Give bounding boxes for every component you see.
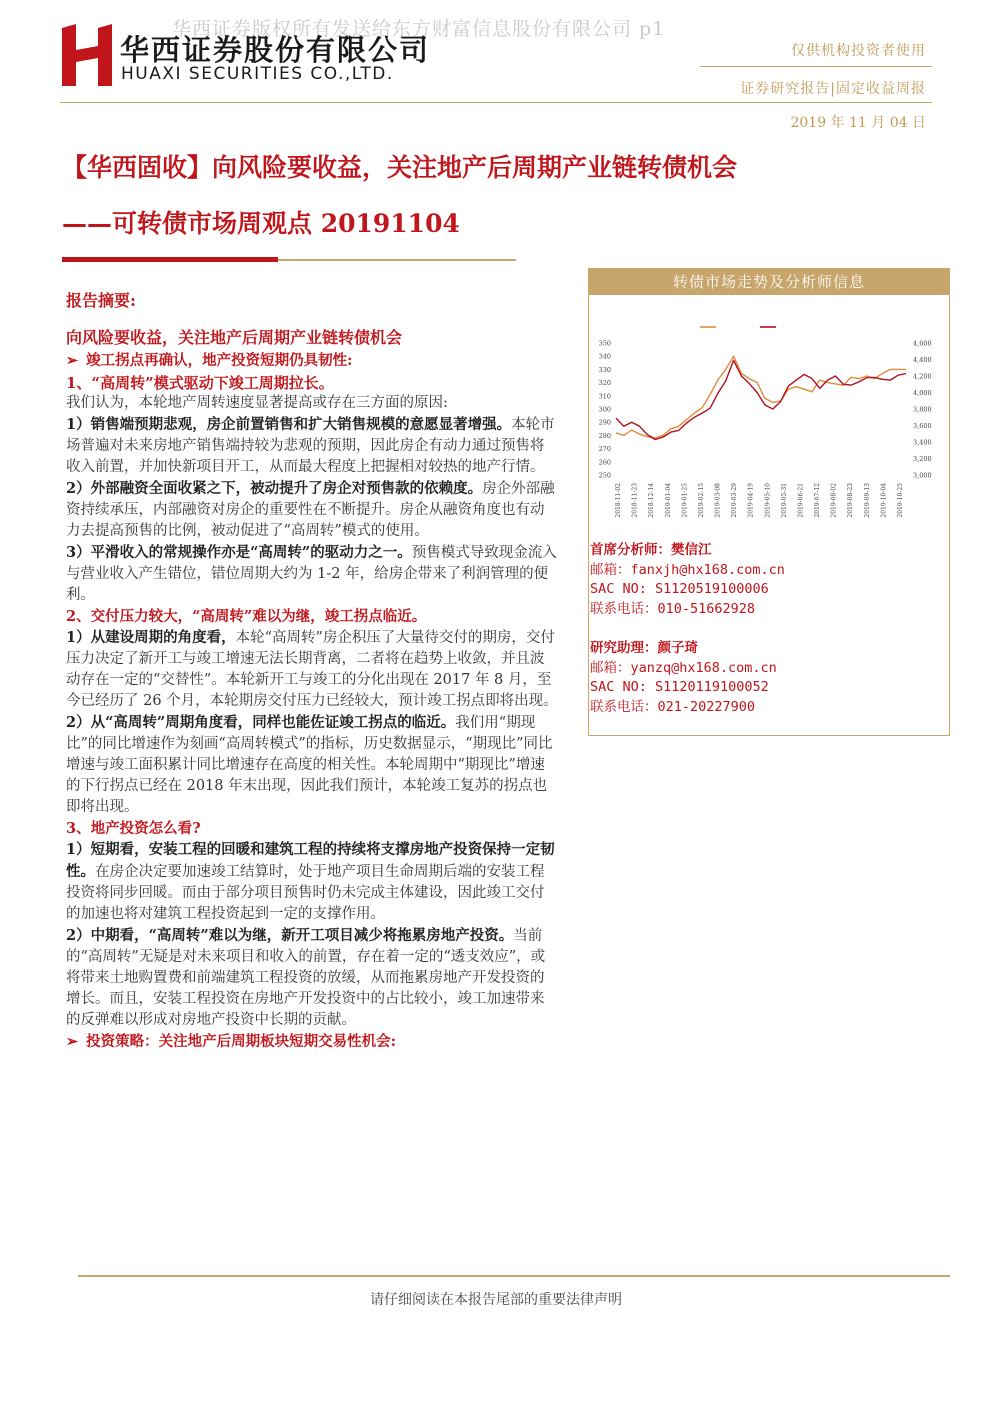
section-3-title: 3、地产投资怎么看? xyxy=(66,820,201,837)
watermark: 华西证券版权所有发送给东方财富信息股份有限公司 p1 xyxy=(172,18,666,40)
x-axis-tick-label: 2019-08-23 xyxy=(847,483,855,518)
left-axis-tick-label: 330 xyxy=(598,365,611,374)
assistant-name: 颜子琦 xyxy=(657,640,698,656)
x-axis-tick-label: 2019-08-02 xyxy=(830,483,838,518)
paragraph-5-text: 我们用“期现比”的同比增速作为刻画“高周转模式”的指标，历史数据显示，“期现比”同比增速与竣工面积累计同比增速存在高度的相关性。本轮周期中“期现比”增速的下行拐点已经在 2018 年末出现，因此我们预计，本轮竣工复苏的拐点也即将出现。 xyxy=(66,715,553,815)
header-divider xyxy=(60,102,932,103)
right-axis-tick-label: 3,800 xyxy=(913,405,932,414)
right-axis-tick-label: 3,600 xyxy=(913,422,932,430)
summary-heading: 报告摘要: xyxy=(66,291,136,310)
section-1-intro: 我们认为，本轮地产周转速度显著提高或存在三方面的原因: xyxy=(66,395,448,411)
chief-label: 首席分析师： xyxy=(590,542,671,558)
paragraph-6 xyxy=(66,839,558,925)
left-axis-tick-label: 260 xyxy=(598,458,611,467)
left-axis-tick-label: 320 xyxy=(598,379,611,388)
paragraph-3-lead: 3）平滑收入的常规操作亦是“高周转”的驱动力之一。 xyxy=(66,544,412,561)
x-axis-tick-label: 2019-07-12 xyxy=(814,483,822,518)
chief-sac: SAC NO: S1120519100006 xyxy=(590,581,769,597)
x-axis-tick-label: 2019-03-29 xyxy=(731,483,739,518)
left-axis-tick-label: 310 xyxy=(598,392,611,401)
right-axis-tick-label: 4,600 xyxy=(913,339,932,348)
x-axis-tick-label: 2019-03-08 xyxy=(714,483,722,518)
chief-phone: 联系电话：010-51662928 xyxy=(590,600,756,617)
footer-divider xyxy=(78,1275,950,1277)
summary-body xyxy=(66,393,558,1052)
report-title: 【华西固收】向风险要收益，关注地产后周期产业链转债机会 xyxy=(62,153,738,182)
assistant-phone: 联系电话：021-20227900 xyxy=(590,698,756,715)
report-date: 2019 年 11 月 04 日 xyxy=(790,115,926,131)
chief-name: 樊信江 xyxy=(671,542,712,558)
series-line-1 xyxy=(616,356,906,438)
paragraph-2-lead: 2）外部融资全面收紧之下，被动提升了房企对预售款的依赖度。 xyxy=(66,480,483,497)
paragraph-2-text: 房企外部融资持续承压，内部融资对房企的重要性在不断提升。房企从融资角度也有动力去提高预售的比例，被动促进了“高周转”模式的使用。 xyxy=(66,481,555,539)
title-underline-red xyxy=(62,257,278,262)
x-axis-tick-label: 2019-02-15 xyxy=(697,483,705,518)
convertible-bond-chart xyxy=(590,315,948,530)
paragraph-2 xyxy=(66,478,558,542)
footer-disclaimer: 请仔细阅读在本报告尾部的重要法律声明 xyxy=(370,1292,622,1308)
left-axis-tick-label: 280 xyxy=(598,431,611,440)
paragraph-4-text: 本轮“高周转”房企积压了大量待交付的期房，交付压力决定了新开工与竣工增速无法长期背离，二者将在趋势上收敛，并且波动存在一定的“交替性”。本轮新开工与竣工的分化出现在 2017 年 8 月，至今已经历了 26 个月，本轮期房交付压力已经较大，预计竣工拐点即将出现。 xyxy=(66,630,558,709)
sidebar-heading: 转债市场走势及分析师信息 xyxy=(589,269,949,295)
paragraph-6-text: 在房企决定要加速竣工结算时，处于地产项目生命周期后端的安装工程投资将同步回暖。而由于部分项目预售时仍未完成主体建设，因此竣工交付的加速也将对建筑工程投资起到一定的支撑作用。 xyxy=(66,864,545,922)
chief-analyst-name-line xyxy=(590,541,785,561)
paragraph-3 xyxy=(66,542,558,606)
title-underline-gold xyxy=(278,259,516,261)
x-axis-tick-label: 2019-06-21 xyxy=(797,483,805,518)
left-axis-tick-label: 250 xyxy=(598,471,611,480)
assistant-name-line xyxy=(590,639,777,659)
paragraph-7-lead: 2）中期看，“高周转”难以为继，新开工项目减少将拖累房地产投资。 xyxy=(66,927,514,944)
x-axis-tick-label: 2019-09-13 xyxy=(863,483,871,518)
right-axis-tick-label: 4,200 xyxy=(913,372,932,381)
bullet-arrow-icon: ➢ xyxy=(66,352,79,369)
bullet-2-text: 投资策略：关注地产后周期板块短期交易性机会: xyxy=(86,1033,397,1050)
paragraph-5-lead: 2）从“高周转”周期角度看，同样也能佐证竣工拐点的临近。 xyxy=(66,714,456,731)
paragraph-3-text: 预售模式导致现金流入与营业收入产生错位，错位周期大约为 1-2 年，给房企带来了利润管理的便利。 xyxy=(66,545,557,603)
summary-subheading: 向风险要收益，关注地产后周期产业链转债机会 xyxy=(66,328,403,347)
right-axis-tick-label: 4,400 xyxy=(913,356,932,364)
left-axis-tick-label: 350 xyxy=(598,339,611,348)
x-axis-tick-label: 2019-01-04 xyxy=(664,483,672,518)
left-axis-tick-label: 300 xyxy=(598,405,611,414)
chief-analyst xyxy=(590,541,785,619)
assistant-label: 研究助理： xyxy=(590,640,658,656)
x-axis-tick-label: 2018-11-23 xyxy=(631,483,639,518)
section-2-title: 2、交付压力较大，“高周转”难以为继，竣工拐点临近。 xyxy=(66,608,427,625)
research-assistant xyxy=(590,639,777,717)
paragraph-7 xyxy=(66,925,558,1031)
bullet-1-text: 竣工拐点再确认，地产投资短期仍具韧性: xyxy=(86,352,353,369)
series-line-2 xyxy=(616,360,906,439)
right-axis-tick-label: 3,400 xyxy=(913,438,932,447)
bullet-arrow-icon: ➢ xyxy=(66,1033,79,1050)
x-axis-tick-label: 2019-01-25 xyxy=(681,483,689,518)
paragraph-4-lead: 1）从建设周期的角度看， xyxy=(66,629,236,646)
assistant-sac: SAC NO: S1120119100052 xyxy=(590,679,769,695)
assistant-email[interactable]: 邮箱：yanzq@hx168.com.cn xyxy=(590,659,777,676)
paragraph-6-lead: 1）短期看，安装工程的回暖和建筑工程的持续将支撑房地产投资保持一定韧性。 xyxy=(66,841,555,880)
report-type: 证券研究报告|固定收益周报 xyxy=(740,81,926,97)
company-name-cn: 华西证券股份有限公司 xyxy=(120,33,431,67)
audience-note: 仅供机构投资者使用 xyxy=(791,43,926,59)
x-axis-tick-label: 2019-04-19 xyxy=(747,483,755,518)
paragraph-4 xyxy=(66,627,558,712)
left-axis-tick-label: 340 xyxy=(598,352,611,361)
company-logo-icon xyxy=(62,24,112,86)
left-axis-tick-label: 290 xyxy=(598,418,611,427)
paragraph-7-text: 当前的“高周转”无疑是对未来项目和收入的前置，存在着一定的“透支效应”，或将带来土地购置费和前端建筑工程投资的放缓，从而拖累房地产开发投资的增长。而且，安装工程投资在房地产开发投资中的占比较小，竣工加速带来的反弹难以形成对房地产投资中长期的贡献。 xyxy=(66,928,546,1028)
x-axis-tick-label: 2018-11-02 xyxy=(615,483,622,518)
right-axis-tick-label: 3,000 xyxy=(913,471,932,480)
right-axis-tick-label: 4,000 xyxy=(913,389,932,397)
header-divider-short xyxy=(700,66,932,67)
bullet-1 xyxy=(66,349,353,370)
paragraph-1-text: 本轮市场普遍对未来房地产销售端持较为悲观的预期，因此房企有动力通过预售将收入前置，并加快新项目开工，从而最大程度上把握相对较热的地产行情。 xyxy=(66,417,555,475)
bullet-2 xyxy=(66,1031,558,1052)
left-axis-tick-label: 270 xyxy=(598,445,611,454)
company-name-en: HUAXI SECURITIES CO.,LTD. xyxy=(121,64,394,84)
x-axis-tick-label: 2019-05-31 xyxy=(780,483,788,518)
chief-email[interactable]: 邮箱：fanxjh@hx168.com.cn xyxy=(590,561,785,578)
x-axis-tick-label: 2018-12-14 xyxy=(648,483,656,518)
x-axis-tick-label: 2019-10-04 xyxy=(880,483,888,518)
paragraph-1-lead: 1）销售端预期悲观，房企前置销售和扩大销售规模的意愿显著增强。 xyxy=(66,416,512,433)
paragraph-1 xyxy=(66,414,558,478)
section-1-title: 1、“高周转”模式驱动下竣工周期拉长。 xyxy=(66,374,334,392)
report-subtitle: ——可转债市场周观点 20191104 xyxy=(62,209,460,238)
right-axis-tick-label: 3,200 xyxy=(913,455,932,463)
paragraph-5 xyxy=(66,712,558,818)
x-axis-tick-label: 2019-10-25 xyxy=(897,483,904,518)
x-axis-tick-label: 2019-05-10 xyxy=(764,483,772,518)
